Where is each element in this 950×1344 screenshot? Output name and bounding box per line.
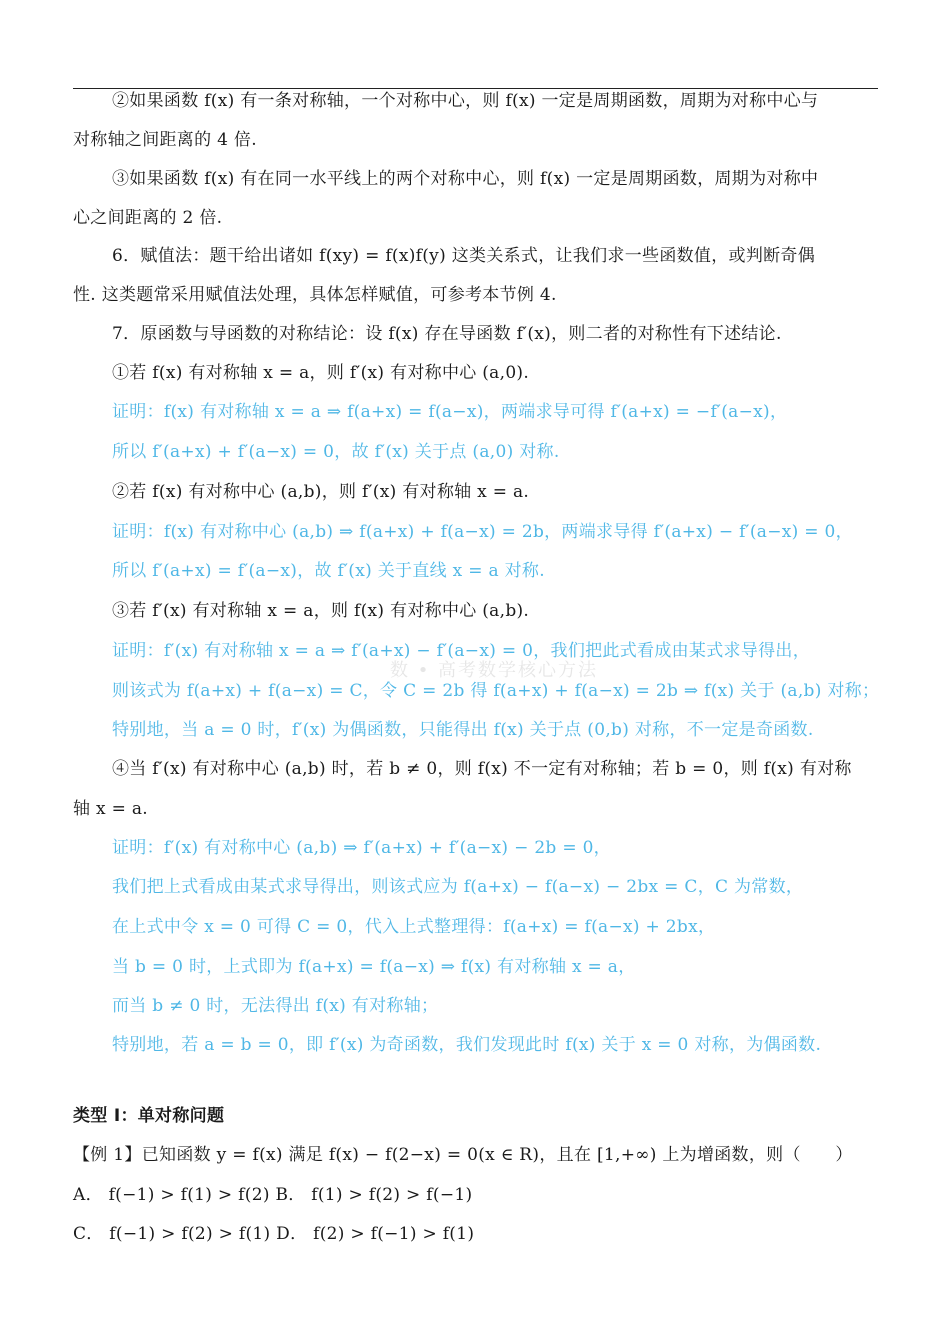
text-line: 对称轴之间距离的 4 倍. (73, 130, 257, 150)
text-line: 心之间距离的 2 倍. (73, 208, 223, 228)
text-line: ①若 f(x) 有对称轴 x = a，则 f′(x) 有对称中心 (a,0). (112, 363, 530, 383)
example-1-stem: 【例 1】已知函数 y = f(x) 满足 f(x) − f(2−x) = 0(x ∈ R)，且在 [1,+∞) 上为增函数，则（ ） (73, 1145, 853, 1165)
text-line: ②如果函数 f(x) 有一条对称轴，一个对称中心，则 f(x) 一定是周期函数，周期为对称中心与 (112, 91, 819, 111)
proof-line: 我们把上式看成由某式求导得出，则该式应为 f(a+x) − f(a−x) − 2bx = C，C 为常数， (112, 877, 804, 897)
proof-line: 特别地，当 a = 0 时，f′(x) 为偶函数，只能得出 f(x) 关于点 (0,b) 对称，不一定是奇函数. (112, 720, 814, 740)
text-line: 6．赋值法：题干给出诸如 f(xy) = f(x)f(y) 这类关系式，让我们求一些函数值，或判断奇偶 (112, 246, 816, 266)
proof-line: 所以 f′(a+x) = f′(a−x)，故 f′(x) 关于直线 x = a 对称. (112, 561, 545, 581)
proof-line: 证明：f(x) 有对称轴 x = a ⇒ f(a+x) = f(a−x)，两端求导可得 f′(a+x) = −f′(a−x)， (112, 402, 788, 422)
text-line: ②若 f(x) 有对称中心 (a,b)，则 f′(x) 有对称轴 x = a. (112, 482, 530, 502)
proof-line: 证明：f(x) 有对称中心 (a,b) ⇒ f(a+x) + f(a−x) = 2b，两端求导得 f′(a+x) − f′(a−x) = 0， (112, 522, 853, 542)
text-line: ③若 f′(x) 有对称轴 x = a，则 f(x) 有对称中心 (a,b). (112, 601, 530, 621)
proof-line: 而当 b ≠ 0 时，无法得出 f(x) 有对称轴； (112, 996, 439, 1016)
example-1-options-cd: C． f(−1) > f(2) > f(1) D． f(2) > f(−1) > f(1) (73, 1224, 475, 1244)
proof-line: 则该式为 f(a+x) + f(a−x) = C，令 C = 2b 得 f(a+x) + f(a−x) = 2b ⇒ f(x) 关于 (a,b) 对称； (112, 681, 880, 701)
text-line: ④当 f′(x) 有对称中心 (a,b) 时，若 b ≠ 0，则 f(x) 不一定有对称轴；若 b = 0，则 f(x) 有对称 (112, 759, 852, 779)
proof-line: 当 b = 0 时，上式即为 f(a+x) = f(a−x) ⇒ f(x) 有对称轴 x = a， (112, 957, 636, 977)
text-line: ③如果函数 f(x) 有在同一水平线上的两个对称中心，则 f(x) 一定是周期函数，周期为对称中 (112, 169, 819, 189)
proof-line: 证明：f′(x) 有对称中心 (a,b) ⇒ f′(a+x) + f′(a−x) − 2b = 0， (112, 838, 611, 858)
text-line: 性. 这类题常采用赋值法处理，具体怎样赋值，可参考本节例 4. (73, 285, 557, 305)
proof-line: 证明：f′(x) 有对称轴 x = a ⇒ f′(a+x) − f′(a−x) = 0，我们把此式看成由某式求导得出， (112, 641, 811, 661)
text-line: 7．原函数与导函数的对称结论：设 f(x) 存在导函数 f′(x)，则二者的对称性有下述结论. (112, 324, 782, 344)
proof-line: 特别地，若 a = b = 0，即 f′(x) 为奇函数，我们发现此时 f(x) 关于 x = 0 对称，为偶函数. (112, 1035, 822, 1055)
watermark: 数 • 高考数学核心方法 (390, 660, 599, 681)
example-1-options-ab: A． f(−1) > f(1) > f(2) B． f(1) > f(2) > f(−1) (73, 1185, 473, 1205)
text-line: 轴 x = a. (73, 799, 148, 819)
proof-line: 所以 f′(a+x) + f′(a−x) = 0，故 f′(x) 关于点 (a,0) 对称. (112, 442, 560, 462)
section-title: 类型 Ⅰ：单对称问题 (73, 1106, 225, 1126)
proof-line: 在上式中令 x = 0 可得 C = 0，代入上式整理得：f(a+x) = f(a−x) + 2bx， (112, 917, 716, 937)
